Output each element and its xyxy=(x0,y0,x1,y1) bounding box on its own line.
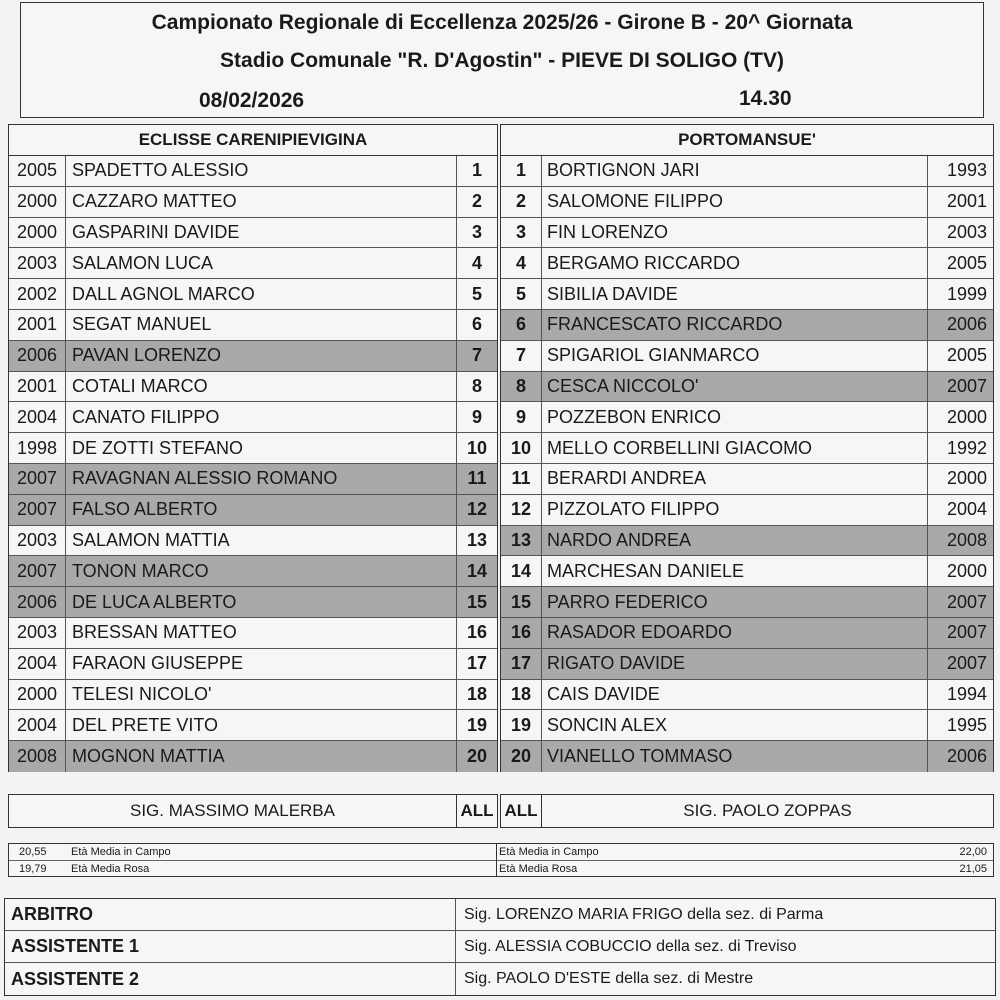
home-player-row xyxy=(9,495,497,526)
away-player-row xyxy=(501,218,993,249)
home-player-row xyxy=(9,310,497,341)
player-shirt-number: 12 xyxy=(501,495,542,525)
away-coach-tag: ALL xyxy=(501,795,542,827)
home-player-row xyxy=(9,187,497,218)
player-birth-year: 2001 xyxy=(9,372,66,402)
player-name: RIGATO DAVIDE xyxy=(547,653,686,674)
player-name: DALL AGNOL MARCO xyxy=(72,283,255,304)
player-birth-year: 2007 xyxy=(9,464,66,494)
player-shirt-number: 8 xyxy=(456,372,497,402)
player-shirt-number: 13 xyxy=(501,526,542,556)
player-shirt-number: 14 xyxy=(501,556,542,586)
home-player-row xyxy=(9,279,497,310)
player-birth-year: 2007 xyxy=(9,556,66,586)
player-birth-year: 2007 xyxy=(927,649,993,679)
player-name: FALSO ALBERTO xyxy=(72,499,218,520)
player-name: PIZZOLATO FILIPPO xyxy=(547,499,720,520)
player-shirt-number: 10 xyxy=(501,433,542,463)
player-shirt-number: 7 xyxy=(501,341,542,371)
official-person: Sig. PAOLO D'ESTE della sez. di Mestre xyxy=(464,970,754,987)
match-header xyxy=(20,2,984,118)
away-avg-squad-row xyxy=(497,861,993,877)
away-player-row xyxy=(501,464,993,495)
player-shirt-number: 14 xyxy=(456,556,497,586)
player-birth-year: 2006 xyxy=(927,741,993,772)
player-name: DE LUCA ALBERTO xyxy=(72,591,237,612)
player-name: PARRO FEDERICO xyxy=(547,591,708,612)
home-coach xyxy=(8,794,498,828)
player-shirt-number: 1 xyxy=(456,156,497,186)
player-name: SPADETTO ALESSIO xyxy=(72,160,249,181)
player-birth-year: 1993 xyxy=(927,156,993,186)
away-avg-squad-label: Età Media Rosa xyxy=(499,863,578,875)
player-name: COTALI MARCO xyxy=(72,375,208,396)
away-player-row xyxy=(501,433,993,464)
away-player-row xyxy=(501,341,993,372)
away-coach-name: SIG. PAOLO ZOPPAS xyxy=(683,801,852,820)
player-shirt-number: 9 xyxy=(456,402,497,432)
home-player-row xyxy=(9,741,497,772)
player-birth-year: 2002 xyxy=(9,279,66,309)
player-name: CANATO FILIPPO xyxy=(72,406,220,427)
player-shirt-number: 2 xyxy=(501,187,542,217)
away-player-row xyxy=(501,710,993,741)
player-shirt-number: 7 xyxy=(456,341,497,371)
player-name: DE ZOTTI STEFANO xyxy=(72,437,244,458)
player-shirt-number: 17 xyxy=(456,649,497,679)
away-team-name: PORTOMANSUE' xyxy=(501,125,993,156)
player-shirt-number: 15 xyxy=(501,587,542,617)
player-name: NARDO ANDREA xyxy=(547,529,692,550)
home-team-name: ECLISSE CARENIPIEVIGINA xyxy=(9,125,497,156)
player-shirt-number: 6 xyxy=(456,310,497,340)
player-name: FRANCESCATO RICCARDO xyxy=(547,314,783,335)
player-shirt-number: 11 xyxy=(456,464,497,494)
player-birth-year: 2006 xyxy=(9,587,66,617)
home-player-row xyxy=(9,341,497,372)
home-player-row xyxy=(9,680,497,711)
match-venue: Stadio Comunale "R. D'Agostin" - PIEVE DI SOLIGO (TV) xyxy=(220,49,784,72)
home-player-row xyxy=(9,618,497,649)
player-birth-year: 2003 xyxy=(927,218,993,248)
player-birth-year: 2007 xyxy=(927,372,993,402)
player-shirt-number: 3 xyxy=(456,218,497,248)
player-shirt-number: 12 xyxy=(456,495,497,525)
player-name: BRESSAN MATTEO xyxy=(72,622,237,643)
player-shirt-number: 11 xyxy=(501,464,542,494)
player-name: SONCIN ALEX xyxy=(547,714,668,735)
player-shirt-number: 20 xyxy=(456,741,497,772)
player-birth-year: 1992 xyxy=(927,433,993,463)
away-avg-field-row xyxy=(497,844,993,861)
player-name: CAZZARO MATTEO xyxy=(72,191,237,212)
away-player-row xyxy=(501,248,993,279)
home-player-row xyxy=(9,218,497,249)
player-birth-year: 2007 xyxy=(927,587,993,617)
player-name: POZZEBON ENRICO xyxy=(547,406,722,427)
player-shirt-number: 8 xyxy=(501,372,542,402)
player-shirt-number: 3 xyxy=(501,218,542,248)
player-name: RAVAGNAN ALESSIO ROMANO xyxy=(72,468,338,489)
official-row xyxy=(5,931,995,963)
official-person: Sig. ALESSIA COBUCCIO della sez. di Treviso xyxy=(464,937,797,955)
player-birth-year: 2007 xyxy=(927,618,993,648)
home-player-row xyxy=(9,402,497,433)
official-row xyxy=(5,963,995,995)
home-player-row xyxy=(9,372,497,403)
away-avg-squad-value: 21,05 xyxy=(959,863,987,875)
player-birth-year: 2005 xyxy=(927,341,993,371)
home-coach-tag: ALL xyxy=(456,795,497,827)
home-player-row xyxy=(9,156,497,187)
player-name: FARAON GIUSEPPE xyxy=(72,653,244,674)
official-row xyxy=(5,899,995,931)
away-player-row xyxy=(501,187,993,218)
player-name: MARCHESAN DANIELE xyxy=(547,560,745,581)
player-name: SPIGARIOL GIANMARCO xyxy=(547,345,760,366)
match-officials xyxy=(4,898,996,996)
player-shirt-number: 4 xyxy=(456,248,497,278)
player-name: RASADOR EDOARDO xyxy=(547,622,733,643)
match-time: 14.30 xyxy=(739,87,792,110)
home-avg-squad-label: Età Media Rosa xyxy=(71,863,150,875)
player-shirt-number: 6 xyxy=(501,310,542,340)
player-birth-year: 2003 xyxy=(9,618,66,648)
player-name: SIBILIA DAVIDE xyxy=(547,283,678,304)
player-name: GASPARINI DAVIDE xyxy=(72,221,240,242)
player-shirt-number: 18 xyxy=(456,680,497,710)
player-birth-year: 2004 xyxy=(9,649,66,679)
away-player-row xyxy=(501,649,993,680)
player-shirt-number: 10 xyxy=(456,433,497,463)
official-role: ASSISTENTE 1 xyxy=(5,931,456,962)
player-birth-year: 2005 xyxy=(9,156,66,186)
home-player-row xyxy=(9,710,497,741)
away-player-list xyxy=(501,156,993,772)
away-player-row xyxy=(501,156,993,187)
away-player-row xyxy=(501,526,993,557)
player-birth-year: 2003 xyxy=(9,526,66,556)
player-shirt-number: 18 xyxy=(501,680,542,710)
match-title: Campionato Regionale di Eccellenza 2025/26 - Girone B - 20^ Giornata xyxy=(151,11,853,34)
player-birth-year: 1994 xyxy=(927,680,993,710)
home-player-row xyxy=(9,649,497,680)
player-birth-year: 2001 xyxy=(9,310,66,340)
player-shirt-number: 9 xyxy=(501,402,542,432)
player-shirt-number: 1 xyxy=(501,156,542,186)
player-birth-year: 2006 xyxy=(927,310,993,340)
home-team-lineup xyxy=(8,124,498,772)
player-birth-year: 2004 xyxy=(927,495,993,525)
player-birth-year: 2008 xyxy=(9,741,66,772)
player-name: FIN LORENZO xyxy=(547,221,669,242)
home-player-row xyxy=(9,248,497,279)
player-birth-year: 2000 xyxy=(9,218,66,248)
player-shirt-number: 13 xyxy=(456,526,497,556)
player-name: VIANELLO TOMMASO xyxy=(547,746,733,767)
player-birth-year: 2000 xyxy=(9,680,66,710)
player-shirt-number: 19 xyxy=(456,710,497,740)
away-avg-field-label: Età Media in Campo xyxy=(499,846,599,858)
player-shirt-number: 15 xyxy=(456,587,497,617)
player-birth-year: 1995 xyxy=(927,710,993,740)
player-name: SALOMONE FILIPPO xyxy=(547,191,724,212)
player-name: DEL PRETE VITO xyxy=(72,714,219,735)
player-birth-year: 1998 xyxy=(9,433,66,463)
away-age-stats xyxy=(496,843,994,877)
player-name: PAVAN LORENZO xyxy=(72,345,222,366)
player-shirt-number: 20 xyxy=(501,741,542,772)
away-team-lineup xyxy=(500,124,994,772)
player-name: BERARDI ANDREA xyxy=(547,468,707,489)
player-birth-year: 1999 xyxy=(927,279,993,309)
player-birth-year: 2007 xyxy=(9,495,66,525)
player-name: TELESI NICOLO' xyxy=(72,683,212,704)
player-name: SALAMON LUCA xyxy=(72,252,214,273)
player-shirt-number: 17 xyxy=(501,649,542,679)
player-name: BERGAMO RICCARDO xyxy=(547,252,741,273)
home-coach-name: SIG. MASSIMO MALERBA xyxy=(130,801,335,820)
home-player-row xyxy=(9,433,497,464)
player-birth-year: 2000 xyxy=(927,556,993,586)
away-player-row xyxy=(501,680,993,711)
home-player-row xyxy=(9,464,497,495)
away-player-row xyxy=(501,495,993,526)
home-player-list xyxy=(9,156,497,772)
away-player-row xyxy=(501,587,993,618)
player-shirt-number: 5 xyxy=(456,279,497,309)
home-avg-field-label: Età Media in Campo xyxy=(71,846,171,858)
away-player-row xyxy=(501,618,993,649)
home-avg-field-value: 20,55 xyxy=(19,846,47,858)
player-birth-year: 2001 xyxy=(927,187,993,217)
player-birth-year: 2004 xyxy=(9,402,66,432)
away-player-row xyxy=(501,310,993,341)
player-birth-year: 2000 xyxy=(9,187,66,217)
home-player-row xyxy=(9,587,497,618)
player-birth-year: 2004 xyxy=(9,710,66,740)
player-name: MELLO CORBELLINI GIACOMO xyxy=(547,437,813,458)
home-player-row xyxy=(9,556,497,587)
official-role: ARBITRO xyxy=(5,899,456,930)
player-shirt-number: 5 xyxy=(501,279,542,309)
away-player-row xyxy=(501,372,993,403)
player-birth-year: 2000 xyxy=(927,464,993,494)
player-birth-year: 2000 xyxy=(927,402,993,432)
away-player-row xyxy=(501,741,993,772)
away-player-row xyxy=(501,402,993,433)
player-shirt-number: 4 xyxy=(501,248,542,278)
away-coach xyxy=(500,794,994,828)
player-shirt-number: 16 xyxy=(456,618,497,648)
player-name: SALAMON MATTIA xyxy=(72,529,230,550)
away-player-row xyxy=(501,556,993,587)
home-avg-field-row xyxy=(9,844,497,861)
match-date: 08/02/2026 xyxy=(199,89,305,112)
home-player-row xyxy=(9,526,497,557)
player-name: TONON MARCO xyxy=(72,560,209,581)
player-birth-year: 2005 xyxy=(927,248,993,278)
player-birth-year: 2008 xyxy=(927,526,993,556)
player-shirt-number: 19 xyxy=(501,710,542,740)
player-name: CESCA NICCOLO' xyxy=(547,375,699,396)
player-name: BORTIGNON JARI xyxy=(547,160,700,181)
official-person: Sig. LORENZO MARIA FRIGO della sez. di Parma xyxy=(464,905,824,923)
away-avg-field-value: 22,00 xyxy=(959,846,987,858)
away-player-row xyxy=(501,279,993,310)
player-birth-year: 2006 xyxy=(9,341,66,371)
player-shirt-number: 16 xyxy=(501,618,542,648)
player-name: CAIS DAVIDE xyxy=(547,683,660,704)
home-avg-squad-row xyxy=(9,861,497,877)
home-age-stats xyxy=(8,843,498,877)
official-role: ASSISTENTE 2 xyxy=(5,963,456,995)
player-birth-year: 2003 xyxy=(9,248,66,278)
player-shirt-number: 2 xyxy=(456,187,497,217)
player-name: SEGAT MANUEL xyxy=(72,314,212,335)
home-avg-squad-value: 19,79 xyxy=(19,863,47,875)
player-name: MOGNON MATTIA xyxy=(72,746,225,767)
